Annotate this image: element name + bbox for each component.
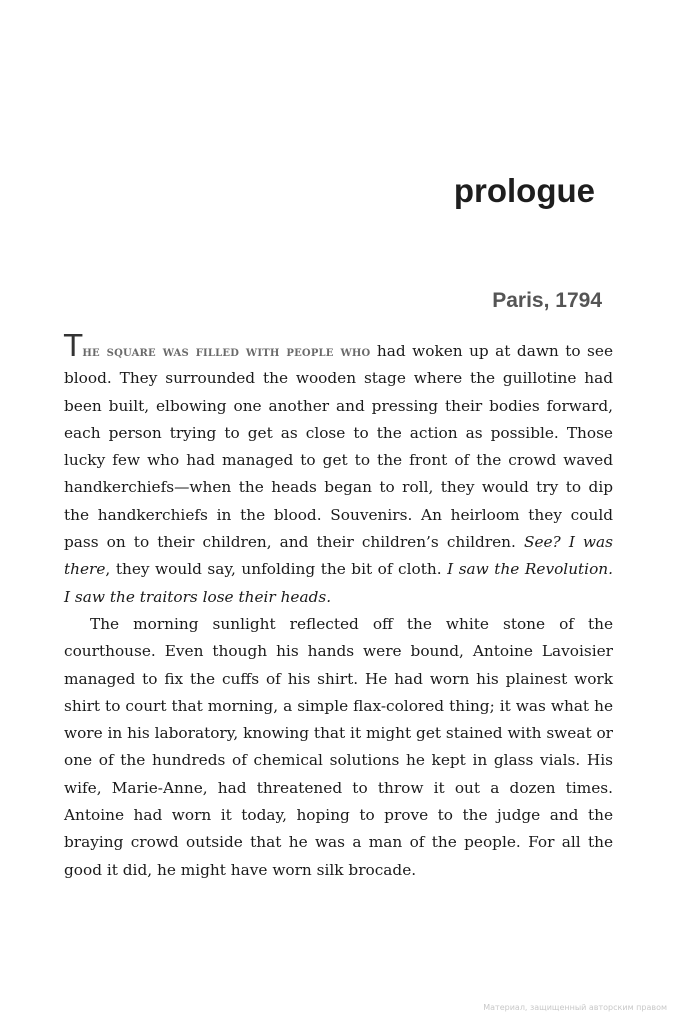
paragraph-1-text-a: had woken up at dawn to see blood. They surrounded the wooden stage where the guillotine had been built, elbowing one another and pressing their bodies forward, each person trying to get as close to the action as possible. Those lucky few who had managed to get to the front of the crowd waved handkerchiefs—when the heads began to roll, they would try to dip the handkerchiefs in the blood. Souvenirs. An heirloom they could pass on to their children, and their children’s children. (64, 342, 614, 552)
chapter-place-date: Paris, 1794 (492, 289, 602, 312)
drop-cap: T (64, 329, 83, 364)
chapter-title: prologue (453, 172, 595, 209)
paragraph-2: The morning sunlight reflected off the white stone of the courthouse. Even though his hands were bound, Antoine Lavoisier managed to fix the cuffs of his shirt. He had worn his plainest work shirt to court that morning, a simple flax-colored thing; it was what he wore in his laboratory, knowing that it might get stained with sweat or one of the hundreds of chemical solutions he kept in glass vials. His wife, Marie-Anne, had threatened to throw it out a dozen times. Antoine had worn it today, hoping to prove to the judge and the braying crowd outside that he was a man of the people. For all the good it did, he might have worn silk brocade. (64, 614, 613, 879)
paragraph-1-italic-b: I saw the Revolution. I saw the traitors lose their heads. (64, 560, 614, 606)
small-caps-lead: he square was filled with people who (82, 343, 371, 360)
body-text (64, 329, 614, 884)
paragraph-1 (64, 329, 614, 611)
paragraph-1-italic-a: See? I was there (64, 533, 613, 579)
paragraph-1-text-b: , they would say, unfolding the bit of cloth. (105, 560, 448, 579)
copyright-watermark: Материал, защищенный авторским правом (483, 1003, 667, 1012)
